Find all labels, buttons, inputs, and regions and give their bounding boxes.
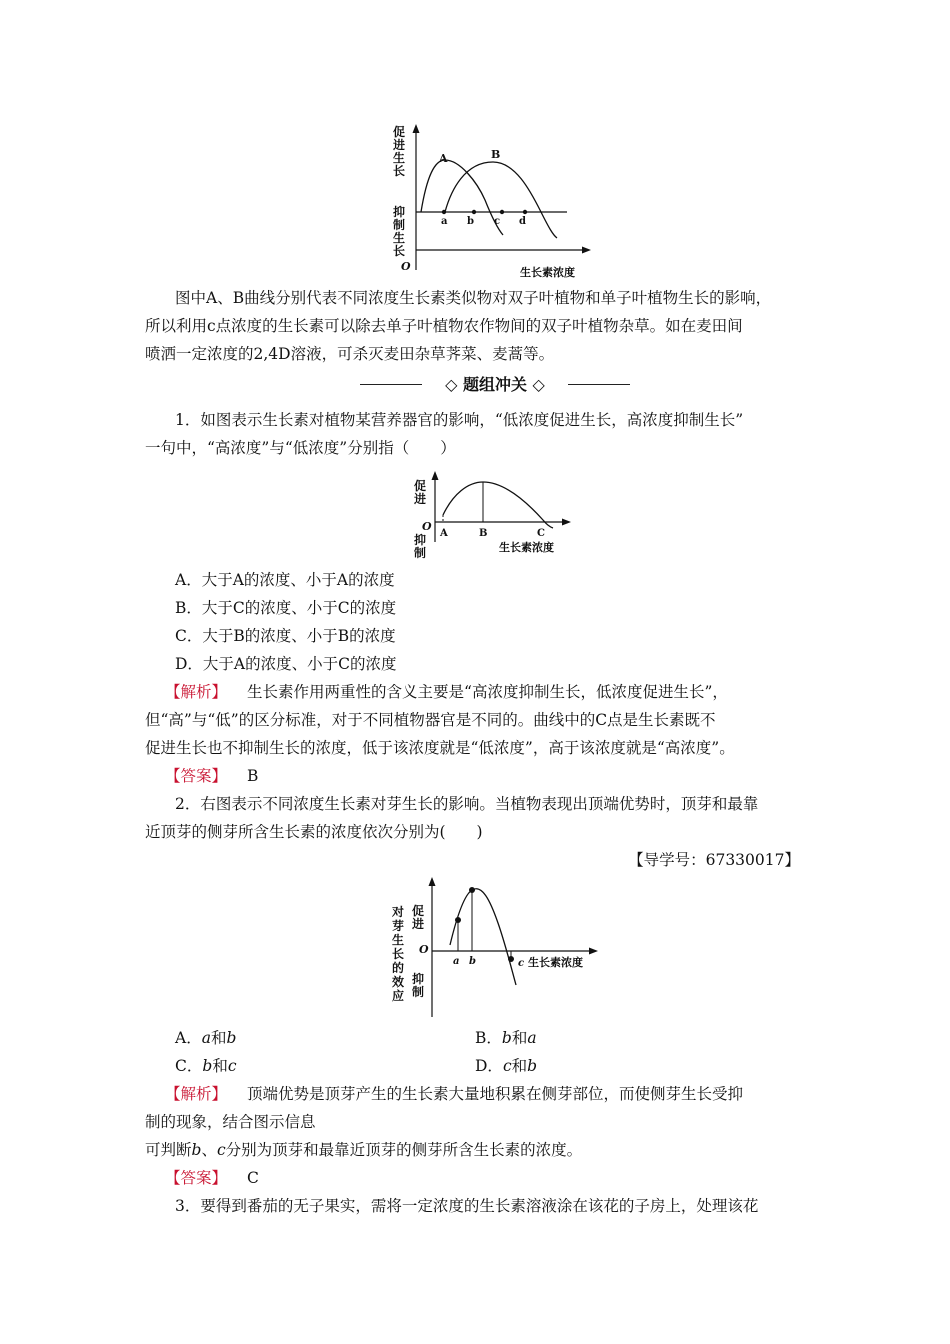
- fig1-point-c: c: [494, 216, 501, 227]
- fig1-curve-b-label: B: [491, 148, 501, 161]
- q2-option-a-y: b: [226, 1029, 237, 1047]
- fig3-mark-b: b: [469, 956, 476, 967]
- q2-answer-value: C: [247, 1169, 259, 1187]
- q2-option-b-prefix: B．: [475, 1029, 502, 1047]
- fig2-mark-a: A: [440, 528, 448, 539]
- q1-answer-tag: 【答案】: [165, 767, 228, 785]
- fig1-curve-a-label: A: [439, 152, 448, 165]
- q2-answer-line: [165, 1164, 845, 1192]
- q1-answer-value: B: [247, 767, 259, 785]
- q2-option-b-and: 和: [511, 1029, 528, 1047]
- q1-analysis-text-1: 生长素作用两重性的含义主要是“高浓度抑制生长，低浓度促进生长”，: [247, 683, 728, 701]
- q2-option-c-y: c: [227, 1057, 237, 1075]
- q1-option-d: D．大于A的浓度、小于C的浓度: [175, 655, 397, 673]
- fig3-mark-c: c: [518, 958, 525, 969]
- q2-analysis-text-1: 顶端优势是顶芽产生的生长素大量地积累在侧芽部位，而使侧芽生长受抑: [247, 1085, 744, 1103]
- q2-guide-number: 【导学号：67330017】: [628, 851, 800, 869]
- fig1-point-b: b: [467, 216, 474, 227]
- fig3-x-label: 生长素浓度: [528, 956, 583, 969]
- q2-analysis-line-1: [165, 1080, 845, 1108]
- q1-analysis-tag: 【解析】: [165, 683, 228, 701]
- q2-analysis-l3-b: b: [191, 1141, 202, 1159]
- q2-option-a: [175, 1024, 236, 1052]
- q2-option-c-prefix: C．: [175, 1057, 203, 1075]
- fig2-y-top-label: 促进: [414, 479, 427, 506]
- q2-analysis-l3-post: 分别为顶芽和最靠近顶芽的侧芽所含生长素的浓度。: [225, 1141, 583, 1159]
- fig1-origin: O: [401, 260, 411, 273]
- fig1-point-d: d: [519, 216, 526, 227]
- section-rule-left: [360, 384, 422, 385]
- q2-option-a-prefix: A．: [175, 1029, 202, 1047]
- fig1-y-bottom-label: 抑制生长: [393, 205, 406, 258]
- q2-answer-tag: 【答案】: [165, 1169, 228, 1187]
- q1-analysis-line-1: [165, 678, 845, 706]
- fig2-mark-b: B: [479, 528, 488, 539]
- q2-stem-line-2: 近顶芽的侧芽所含生长素的浓度依次分别为( ): [145, 823, 483, 841]
- fig3-y-top-label: 促进: [412, 904, 425, 931]
- section-title: ◇ 题组冲关 ◇: [445, 375, 545, 394]
- fig3-mark-a: a: [453, 956, 460, 967]
- q2-option-d-y: b: [527, 1057, 538, 1075]
- fig2-mark-c: C: [537, 528, 545, 539]
- q1-stem-line-2: 一句中，“高浓度”与“低浓度”分别指（ ）: [145, 439, 456, 457]
- fig3-y-axis-label: 对芽生长的效应: [392, 905, 405, 1003]
- section-header: [360, 371, 630, 399]
- q2-option-a-x: a: [201, 1029, 211, 1047]
- q2-option-c-and: 和: [212, 1057, 228, 1075]
- q1-answer-line: [165, 762, 845, 790]
- q2-analysis-line-3: [145, 1136, 825, 1164]
- fig2-y-bottom-label: 抑制: [414, 533, 427, 560]
- fig2-x-label: 生长素浓度: [499, 541, 554, 554]
- q2-option-d: [475, 1052, 537, 1080]
- q2-option-b-x: b: [501, 1029, 512, 1047]
- q2-option-a-and: 和: [210, 1029, 227, 1047]
- q2-analysis-l3-sep: 、: [201, 1141, 217, 1159]
- q1-analysis-line-2: 但“高”与“低”的区分标准，对于不同植物器官是不同的。曲线中的C点是生长素既不: [145, 711, 716, 729]
- fig1-point-a: a: [441, 216, 448, 227]
- q2-option-d-and: 和: [511, 1057, 528, 1075]
- intro-line-1: 图中A、B曲线分别代表不同浓度生长素类似物对双子叶植物和单子叶植物生长的影响，: [175, 289, 772, 307]
- figure-ab-curves: [385, 120, 595, 280]
- fig2-origin: O: [422, 520, 432, 533]
- fig1-y-top-label: 促进生长: [393, 125, 406, 178]
- q2-option-d-prefix: D．: [475, 1057, 503, 1075]
- fig3-y-bottom-label: 抑制: [412, 972, 425, 999]
- q2-analysis-l3-pre: 可判断: [145, 1141, 192, 1159]
- q1-option-c: C．大于B的浓度、小于B的浓度: [175, 627, 396, 645]
- q1-analysis-line-3: 促进生长也不抑制生长的浓度，低于该浓度就是“低浓度”，高于该浓度就是“高浓度”。: [145, 739, 735, 757]
- q2-option-c-x: b: [202, 1057, 213, 1075]
- q1-option-b: B．大于C的浓度、小于C的浓度: [175, 599, 397, 617]
- q2-analysis-line-2: 制的现象，结合图示信息: [145, 1113, 316, 1131]
- q1-option-a: A．大于A的浓度、小于A的浓度: [175, 571, 395, 589]
- fig3-origin: O: [419, 943, 429, 956]
- q2-option-c: [175, 1052, 237, 1080]
- q2-analysis-tag: 【解析】: [165, 1085, 228, 1103]
- fig1-x-label: 生长素浓度: [520, 266, 575, 279]
- intro-line-2: 所以利用c点浓度的生长素可以除去单子叶植物农作物间的双子叶植物杂草。如在麦田间: [145, 317, 743, 335]
- intro-line-3: 喷洒一定浓度的2,4D溶液，可杀灭麦田杂草荠菜、麦蒿等。: [145, 345, 555, 363]
- q2-option-b: [475, 1024, 537, 1052]
- figure-q1-curve: [413, 470, 583, 562]
- q2-option-d-x: c: [502, 1057, 512, 1075]
- q2-analysis-l3-c: c: [216, 1141, 226, 1159]
- q2-option-b-y: a: [527, 1029, 537, 1047]
- q3-stem-line-1: 3．要得到番茄的无子果实，需将一定浓度的生长素溶液涂在该花的子房上，处理该花: [175, 1197, 759, 1215]
- section-rule-right: [568, 384, 630, 385]
- q2-stem-line-1: 2．右图表示不同浓度生长素对芽生长的影响。当植物表现出顶端优势时，顶芽和最靠: [175, 795, 759, 813]
- figure-q2-bud: [392, 875, 602, 1020]
- q1-stem-line-1: 1．如图表示生长素对植物某营养器官的影响，“低浓度促进生长，高浓度抑制生长”: [175, 411, 744, 429]
